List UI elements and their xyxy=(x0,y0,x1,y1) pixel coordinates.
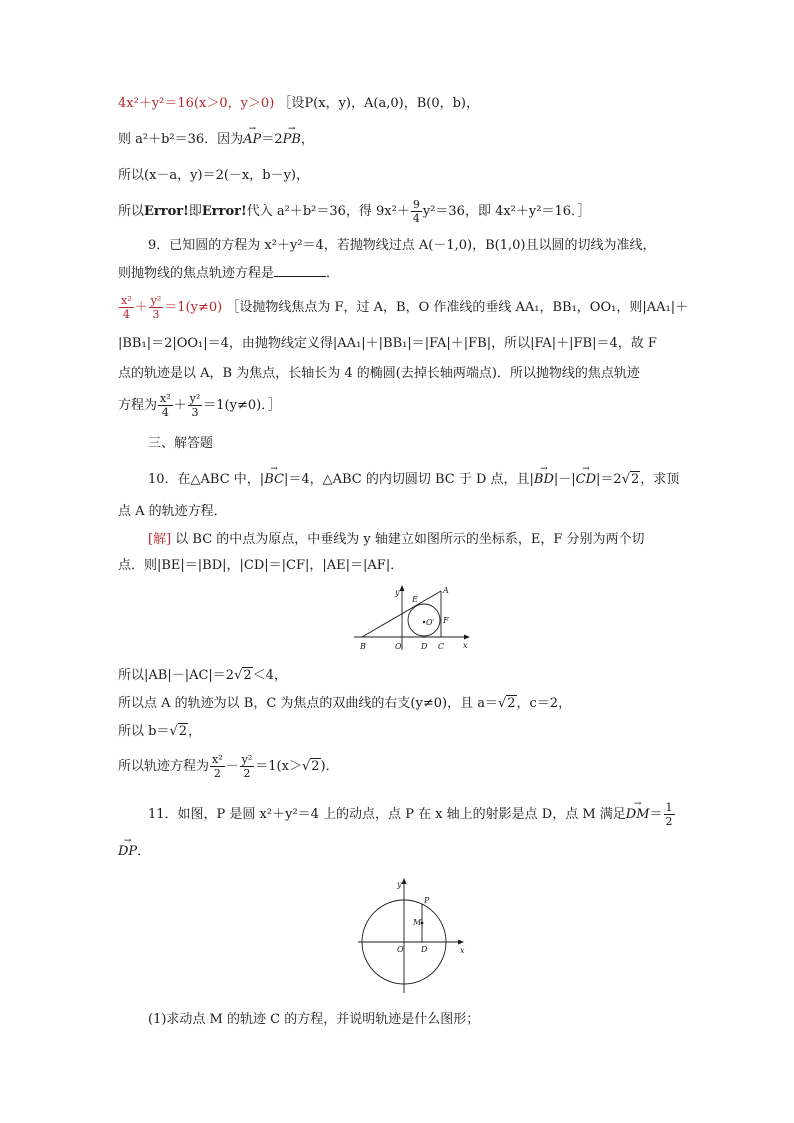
p9-text: 则抛物线的焦点轨迹方程是 xyxy=(118,266,275,281)
p8-text: ＝2 xyxy=(261,132,283,147)
error-text: Error! xyxy=(144,204,189,219)
sqrt-radicand: 2 xyxy=(311,759,320,774)
p8-text: 所以 xyxy=(118,204,145,219)
fraction-1-2 xyxy=(664,801,675,828)
p10-text: 所以|AB|－|AC|＝2 xyxy=(118,668,235,683)
label-d: D xyxy=(421,945,428,954)
vector-pb: → PB xyxy=(283,130,301,150)
p10-text: ＜4， xyxy=(252,668,287,683)
p10-conclusion-3 xyxy=(118,722,201,742)
p9-solution-line-1: ［设抛物线焦点为 F，过 A，B，O 作准线的垂线 AA₁，BB₁，OO₁，则|AA₁|＋ xyxy=(226,300,689,315)
p10-text: ＝1(x＞ xyxy=(255,759,302,774)
label-x: x xyxy=(463,641,468,650)
fraction xyxy=(210,753,225,780)
y-axis-arrow xyxy=(402,878,407,884)
numerator: x² xyxy=(212,753,223,766)
vector-cd: → CD xyxy=(576,470,596,490)
label-e: E xyxy=(412,595,418,604)
p11-text: ＝ xyxy=(649,807,663,822)
fraction xyxy=(119,294,134,321)
p9-text: ． xyxy=(326,266,340,281)
p10-text: 以 BC 的中点为原点，中垂线为 y 轴建立如图所示的坐标系，E，F 分别为两个切 xyxy=(175,532,645,547)
p10-conclusion-2 xyxy=(118,694,571,714)
p10-conclusion-4 xyxy=(118,752,339,782)
p8-text: ， xyxy=(300,132,314,147)
numerator: x² xyxy=(160,392,171,405)
label-y: y xyxy=(395,588,400,597)
numerator: y² xyxy=(241,753,253,766)
vector-dp: → DP xyxy=(118,842,137,862)
denominator: 4 xyxy=(161,406,169,419)
vector-ap: → AP xyxy=(243,130,261,150)
p8-text: 则 a²＋b²＝36．因为 xyxy=(118,132,244,147)
side-ba xyxy=(362,591,441,637)
label-o: O xyxy=(397,945,404,954)
p10-text: 10．在△ABC 中，| xyxy=(148,472,265,487)
sqrt-sign: √ xyxy=(234,668,243,683)
p10-text: 所以 b＝ xyxy=(118,724,170,739)
sqrt-sign: √ xyxy=(621,472,630,487)
sqrt-sign: √ xyxy=(497,696,507,711)
p10-text: ，求顶 xyxy=(640,472,680,487)
p10-solution-line-2: 点．则|BE|＝|BD|，|CD|＝|CF|，|AE|＝|AF|． xyxy=(118,558,404,573)
circle-figure xyxy=(354,875,472,997)
error-text: Error! xyxy=(201,204,247,219)
incircle xyxy=(408,604,440,636)
label-x: x xyxy=(460,946,465,955)
label-o: O xyxy=(395,642,402,651)
p8-text: 代入 a²＋b²＝36，得 9x²＋ xyxy=(246,204,410,219)
p9-text: ＋ xyxy=(134,300,148,315)
sqrt-radicand: 2 xyxy=(631,472,640,487)
label-a: A xyxy=(443,586,449,595)
p8-solution-open: ［设 xyxy=(278,96,305,111)
vector-dm: → DM xyxy=(626,800,650,830)
denominator: 2 xyxy=(665,815,673,828)
triangle-incircle-figure xyxy=(352,582,474,652)
numerator: y² xyxy=(150,294,162,307)
denominator: 2 xyxy=(243,767,251,780)
p9-question-line-1: 9．已知圆的方程为 x²＋y²＝4，若抛物线过点 A(－1,0)，B(1,0)且以圆的切线为准线， xyxy=(148,238,656,253)
p10-text: ，c＝2， xyxy=(516,696,572,711)
p9-answer-equation xyxy=(118,294,223,321)
denominator: 2 xyxy=(213,767,221,780)
fraction xyxy=(158,392,173,419)
p9-question-line-2 xyxy=(118,264,339,284)
p8-line-3: 所以(x－a，y)＝2(－x，b－y)， xyxy=(118,168,309,183)
p10-question-line-1 xyxy=(148,470,679,490)
label-c: C xyxy=(438,642,445,651)
p9-text: ＋ xyxy=(173,398,187,413)
label-d: D xyxy=(421,642,428,651)
label-f: F xyxy=(443,616,449,625)
p9-text: 方程为 xyxy=(118,398,158,413)
p10-text: )． xyxy=(320,759,339,774)
p10-text: |＝2 xyxy=(596,472,622,487)
p8-text: 即 xyxy=(188,204,202,219)
fraction-9-4 xyxy=(411,198,422,225)
incircle-center xyxy=(423,621,425,623)
x-axis-arrow xyxy=(464,635,470,640)
label-o1: O′ xyxy=(426,618,435,627)
sqrt-radicand: 2 xyxy=(507,696,516,711)
y-axis-arrow xyxy=(400,585,405,591)
fraction xyxy=(188,392,203,419)
p10-text: |＝4，△ABC 的内切圆切 BC 于 D 点，且| xyxy=(283,472,534,487)
denominator: 3 xyxy=(191,406,199,419)
p9-text: ＝1(y≠0) xyxy=(164,300,223,315)
vector-bd: → BD xyxy=(534,470,554,490)
p10-conclusion-1 xyxy=(118,666,287,686)
fraction xyxy=(240,753,255,780)
p9-solution-line-2: |BB₁|＝2|OO₁|＝4，由抛物线定义得|AA₁|＋|BB₁|＝|FA|＋|FB|，所以|FA|＋|FB|＝4，故 F xyxy=(118,336,657,351)
fraction xyxy=(149,294,164,321)
p11-text: 11．如图，P 是圆 x²＋y²＝4 上的动点，点 P 在 x 轴上的射影是点 D，点 M 满足 xyxy=(148,807,626,822)
label-p: P xyxy=(424,896,430,905)
p10-text: |－| xyxy=(553,472,576,487)
denominator: 3 xyxy=(152,308,160,321)
p10-text: － xyxy=(225,759,239,774)
p8-line-2 xyxy=(118,130,314,150)
p9-solution-line-4 xyxy=(118,392,281,420)
denominator: 4 xyxy=(122,308,130,321)
answer-blank xyxy=(274,264,326,277)
p8-text: y²＝36，即 4x²＋y²＝16．］ xyxy=(422,204,591,219)
sqrt-sign: √ xyxy=(169,724,178,739)
sqrt-radicand: 2 xyxy=(243,668,252,683)
p11-question-line-2 xyxy=(118,842,150,862)
numerator: y² xyxy=(189,392,201,405)
p9-text: ＝1(y≠0)．］ xyxy=(203,398,281,413)
p8-solution-text: P(x，y)，A(a,0)，B(0，b)， xyxy=(304,96,479,111)
denominator: 4 xyxy=(412,212,420,225)
p11-question-line-1 xyxy=(148,800,676,830)
p10-text: ， xyxy=(188,724,202,739)
p10-question-line-2: 点 A 的轨迹方程． xyxy=(118,504,227,519)
p11-subquestion-1: (1)求动点 M 的轨迹 C 的方程，并说明轨迹是什么图形； xyxy=(148,1012,480,1027)
x-axis-arrow xyxy=(458,940,464,945)
numerator: x² xyxy=(121,294,132,307)
p10-text: 所以点 A 的轨迹为以 B，C 为焦点的双曲线的右支(y≠0)，且 a＝ xyxy=(118,696,498,711)
vector-bc: → BC xyxy=(264,470,284,490)
p10-text: 所以轨迹方程为 xyxy=(118,759,210,774)
p8-answer-equation: 4x²＋y²＝16(x＞0，y＞0) xyxy=(118,96,275,111)
p10-solution-line-1 xyxy=(148,530,645,550)
sqrt-radicand: 2 xyxy=(178,724,188,739)
label-m: M xyxy=(413,918,422,927)
p8-line-4 xyxy=(118,198,591,225)
solution-tag: [解] xyxy=(148,532,172,547)
label-b: B xyxy=(360,642,366,651)
sqrt-sign: √ xyxy=(301,759,311,774)
numerator: 1 xyxy=(665,801,673,814)
label-y: y xyxy=(397,880,402,889)
p11-text: ． xyxy=(137,844,151,859)
p8-answer-line xyxy=(118,94,479,114)
numerator: 9 xyxy=(412,198,420,211)
p9-solution-line-3: 点的轨迹是以 A，B 为焦点，长轴长为 4 的椭圆(去掉长轴两端点)．所以抛物线的焦点轨迹 xyxy=(118,366,640,381)
section-title: 三、解答题 xyxy=(148,436,214,451)
p9-answer-line xyxy=(118,294,688,322)
